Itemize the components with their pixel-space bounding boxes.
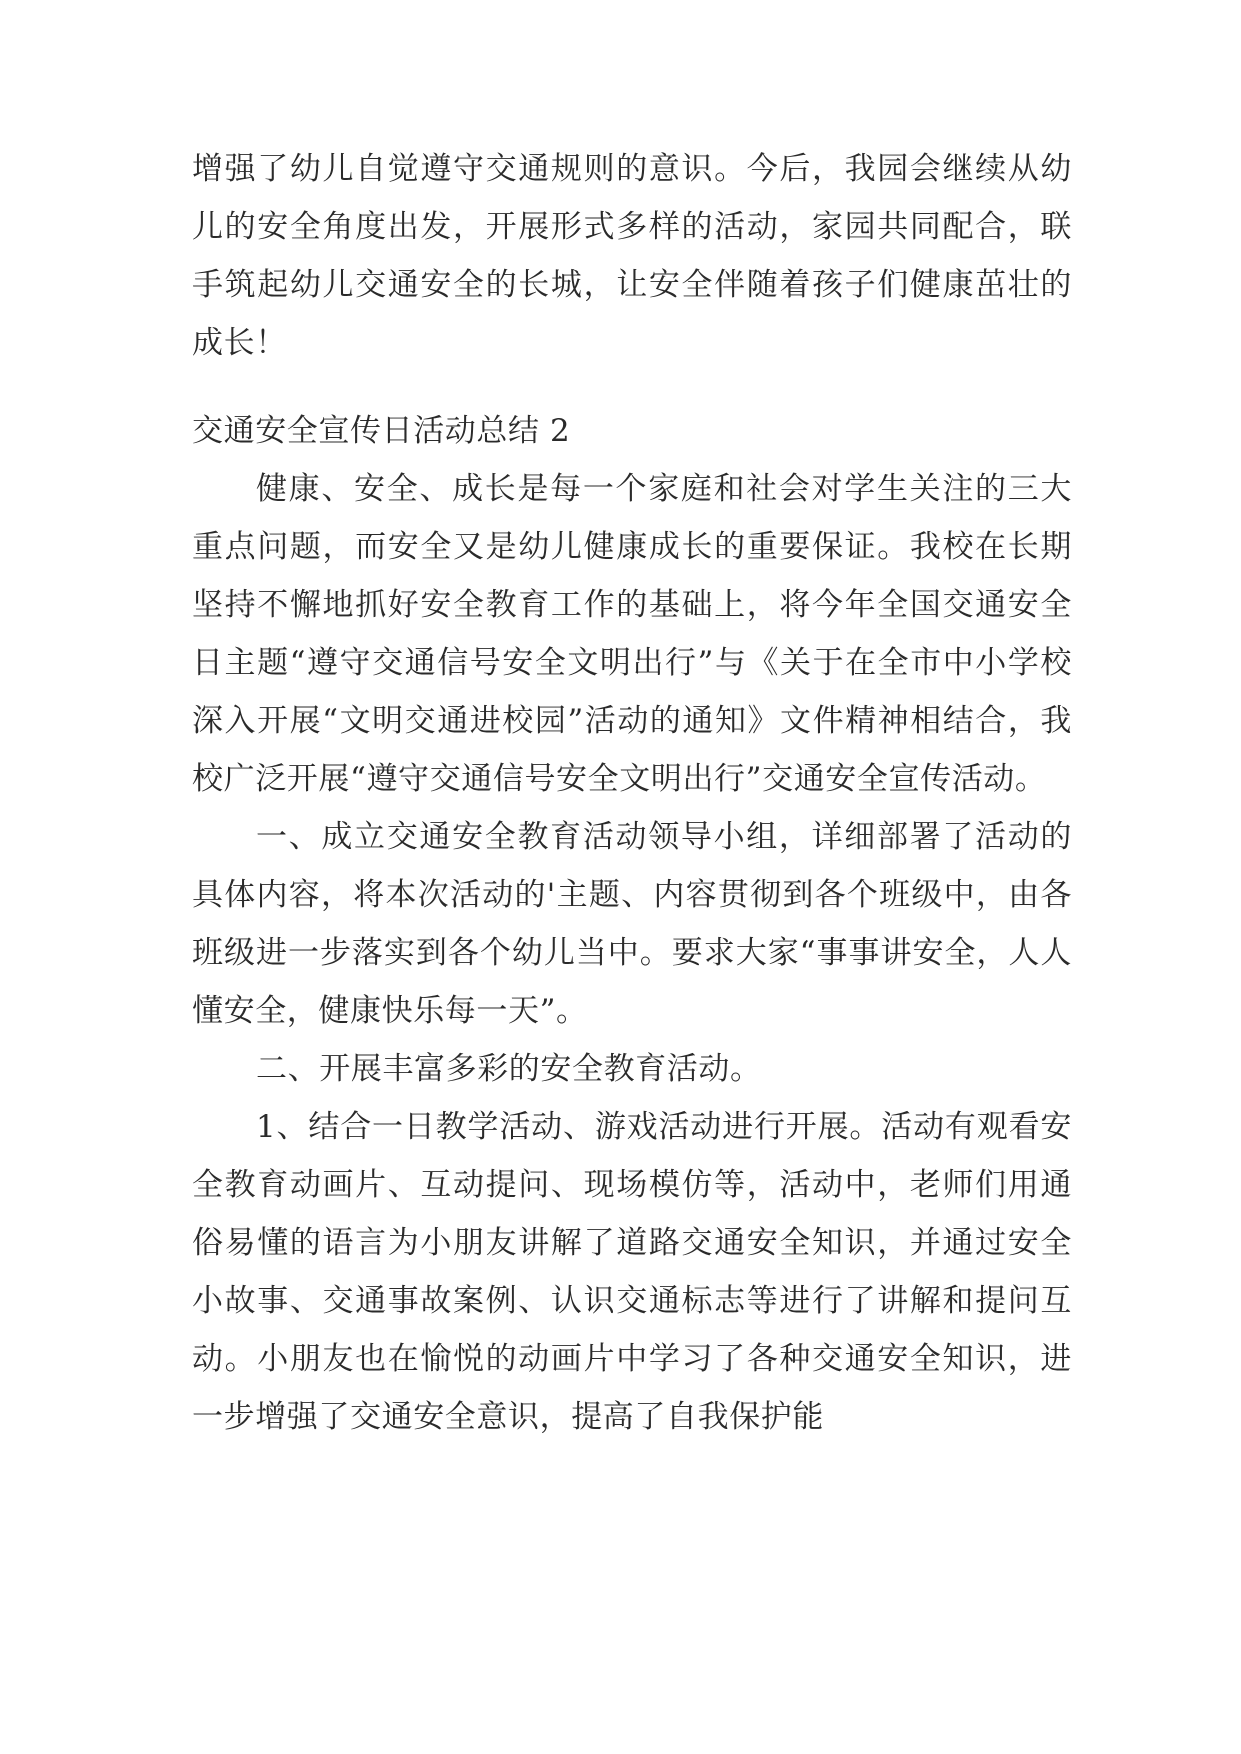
section-title: 交通安全宣传日活动总结 2 <box>192 413 571 449</box>
paragraph-intro: 健康、安全、成长是每一个家庭和社会对学生关注的三大重点问题，而安全又是幼儿健康成长的重要保证。我校在长期坚持不懈地抓好安全教育工作的基础上，将今年全国交通安全日主题“遵守交通信号安全文明出行”与《关于在全市中小学校深入开展“文明交通进校园”活动的通知》文件精神相结合，我校广泛开展“遵守交通信号安全文明出行”交通安全宣传活动。 <box>192 471 1072 797</box>
paragraph-point-one: 一、成立交通安全教育活动领导小组，详细部署了活动的具体内容，将本次活动的'主题、内容贯彻到各个班级中，由各班级进一步落实到各个幼儿当中。要求大家“事事讲安全，人人懂安全，健康快乐每一天”。 <box>192 819 1072 1029</box>
paragraph-point-two: 二、开展丰富多彩的安全教育活动。 <box>256 1051 762 1087</box>
continuation-block <box>192 140 1072 372</box>
continuation-paragraph: 增强了幼儿自觉遵守交通规则的意识。今后，我园会继续从幼儿的安全角度出发，开展形式多样的活动，家园共同配合，联手筑起幼儿交通安全的长城，让安全伴随着孩子们健康茁壮的成长！ <box>192 151 1072 361</box>
paragraph-item-one: 1、结合一日教学活动、游戏活动进行开展。活动有观看安全教育动画片、互动提问、现场模仿等，活动中，老师们用通俗易懂的语言为小朋友讲解了道路交通安全知识，并通过安全小故事、交通事故案例、认识交通标志等进行了讲解和提问互动。小朋友也在愉悦的动画片中学习了各种交通安全知识，进一步增强了交通安全意识，提高了自我保护能 <box>192 1109 1072 1435</box>
section-block <box>192 402 1072 1446</box>
